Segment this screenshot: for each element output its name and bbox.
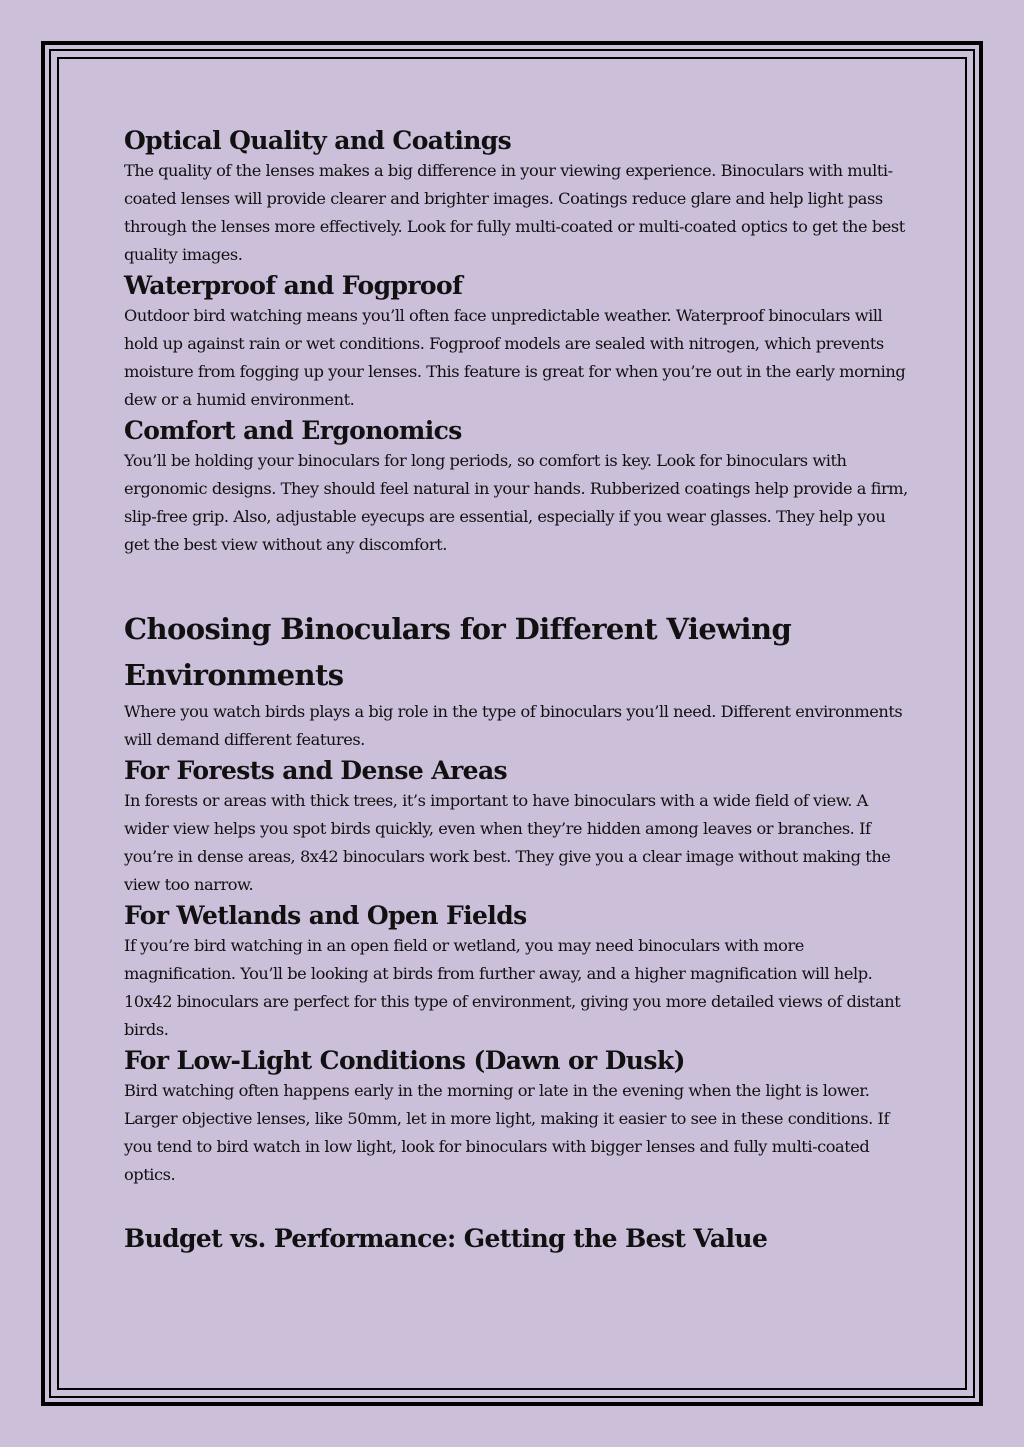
heading-forests: For Forests and Dense Areas xyxy=(124,756,508,785)
heading-low-light: For Low-Light Conditions (Dawn or Dusk) xyxy=(124,1046,685,1075)
paragraph-wetlands: If you’re bird watching in an open field or wetland, you may need binoculars with more magnification. You’ll be looking at birds from further away, and a higher magnification will help. 10x42 binoculars are perfect for this type of environment, giving you more detailed views of distant birds. xyxy=(124,936,901,1039)
spacer xyxy=(124,559,914,606)
heading-optical-quality: Optical Quality and Coatings xyxy=(124,126,512,155)
paragraph-environments-intro: Where you watch birds plays a big role in the type of binoculars you’ll need. Different environments will demand different features. xyxy=(124,702,903,749)
heading-comfort: Comfort and Ergonomics xyxy=(124,416,462,445)
heading-waterproof: Waterproof and Fogproof xyxy=(124,271,463,300)
document-body xyxy=(124,124,914,1255)
paragraph-comfort: You’ll be holding your binoculars for long periods, so comfort is key. Look for binoculars with ergonomic designs. They should feel natural in your hands. Rubberized coatings help provide a firm, slip-free grip. Also, adjustable eyecups are essential, especially if you wear glasses. They help you get the best view without any discomfort. xyxy=(124,451,908,554)
paragraph-forests: In forests or areas with thick trees, it’s important to have binoculars with a wide field of view. A wider view helps you spot birds quickly, even when they’re hidden among leaves or branches. If you’re in dense areas, 8x42 binoculars work best. They give you a clear image without making the view too narrow. xyxy=(124,791,891,894)
paragraph-optical-quality: The quality of the lenses makes a big difference in your viewing experience. Binoculars with multi-coated lenses will provide clearer and brighter images. Coatings reduce glare and help light pass through the lenses more effectively. Look for fully multi-coated or multi-coated optics to get the best quality images. xyxy=(124,161,905,264)
paragraph-low-light: Bird watching often happens early in the morning or late in the evening when the light is lower. Larger objective lenses, like 50mm, let in more light, making it easier to see in these conditions. If you tend to bird watch in low light, look for binoculars with bigger lenses and fully multi-coated optics. xyxy=(124,1081,890,1184)
paragraph-waterproof: Outdoor bird watching means you’ll often face unpredictable weather. Waterproof binoculars will hold up against rain or wet conditions. Fogproof models are sealed with nitrogen, which prevents moisture from fogging up your lenses. This feature is great for when you’re out in the early morning dew or a humid environment. xyxy=(124,306,906,409)
heading-environments: Choosing Binoculars for Different Viewing Environments xyxy=(124,612,792,692)
heading-wetlands: For Wetlands and Open Fields xyxy=(124,901,527,930)
heading-budget: Budget vs. Performance: Getting the Best Value xyxy=(124,1224,768,1253)
spacer xyxy=(124,1189,914,1222)
